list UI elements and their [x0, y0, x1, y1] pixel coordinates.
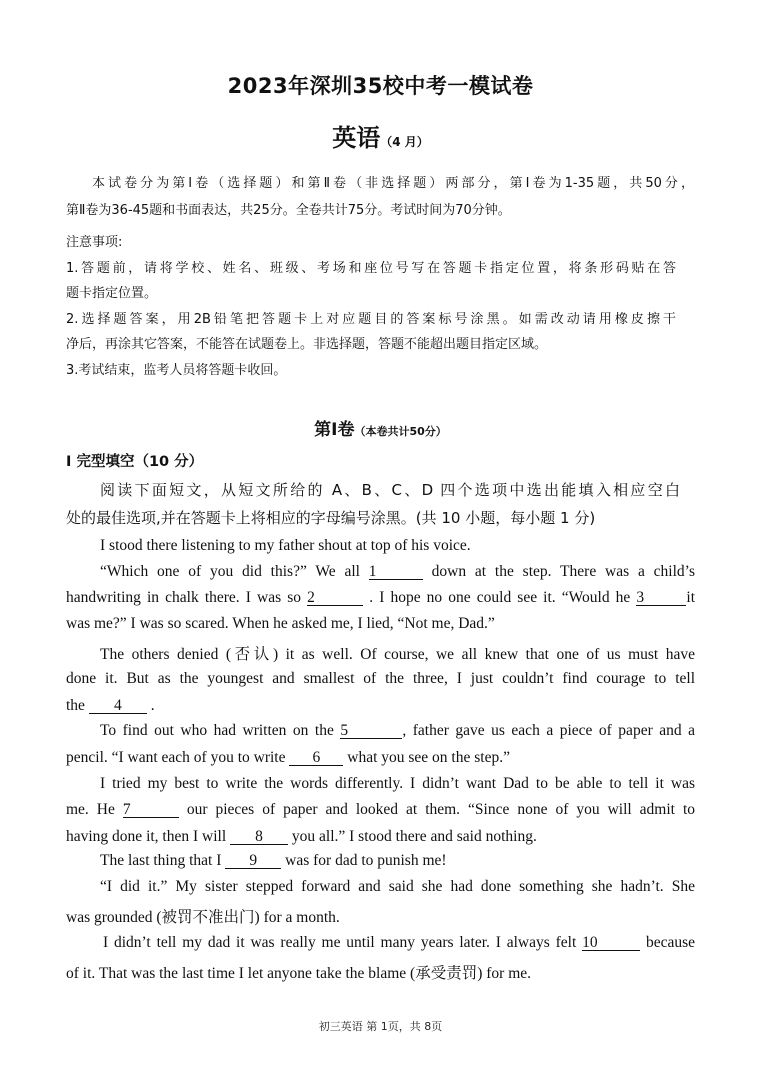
exam-title: 2023年深圳35校中考一模试卷	[227, 74, 534, 98]
blank-3: 3	[636, 590, 686, 606]
note-item-2a: 2.选择题答案，用2B铅笔把答题卡上对应题目的答案标号涂黑。如需改动请用橡皮擦干	[66, 312, 676, 327]
intro-line-2: 第Ⅱ卷为36-45题和书面表达，共25分。全卷共计75分。考试时间为70分钟。	[66, 203, 511, 218]
blank-6: 6	[289, 750, 343, 766]
text-seg: me. He	[66, 801, 115, 818]
text-seg: , father gave us each a piece of paper and a	[402, 722, 695, 739]
notes-heading: 注意事项:	[66, 235, 123, 250]
text-seg: . I hope no one could see it. “Would he	[369, 589, 631, 606]
text-seg: handwriting in chalk there. I was so	[66, 589, 302, 606]
note-item-1b: 题卡指定位置。	[66, 286, 158, 301]
text-seg: our pieces of paper and looked at them. “Since none of you will admit to	[186, 801, 696, 818]
passage-p2-line3: was me?” I was so scared. When he asked me, I lied, “Not me, Dad.”	[66, 615, 495, 632]
part-instruction-1: 阅读下面短文，从短文所给的 A、B、C、D 四个选项中选出能填入相应空白	[100, 481, 680, 499]
text-seg: down at the step. There was a child’s	[431, 563, 695, 580]
text-seg: pencil. “I want each of you to write	[66, 749, 286, 766]
passage-p3-line2: done it. But as the youngest and smallest of the three, I just couldn’t find courage to tell	[66, 670, 695, 687]
blank-8: 8	[230, 829, 288, 845]
note-item-3: 3.考试结束，监考人员将答题卡收回。	[66, 363, 287, 378]
passage-p4-line2	[66, 749, 510, 767]
section-score-note: （本卷共计50分）	[354, 425, 447, 438]
passage-p6	[100, 852, 447, 870]
passage-p7-line1: “I did it.” My sister stepped forward and said she had done something she hadn’t. She	[100, 878, 695, 895]
blank-7: 7	[123, 802, 179, 818]
text-seg: “Which one of you did this?” We all	[100, 563, 360, 580]
text-seg: you all.” I stood there and said nothing.	[291, 828, 537, 845]
text-seg: The last thing that I	[100, 852, 222, 869]
text-seg: I didn’t tell my dad it was really me until many years later. I always felt	[103, 934, 577, 951]
blank-9: 9	[225, 853, 281, 869]
part-instruction-2: 处的最佳选项,并在答题卡上将相应的字母编号涂黑。(共 10 小题，每小题 1 分)	[66, 509, 596, 527]
passage-p8-line1	[103, 934, 695, 952]
part-heading: I 完型填空（10 分）	[66, 454, 204, 470]
passage-p1: I stood there listening to my father shout at top of his voice.	[100, 537, 471, 554]
text-seg: was for dad to punish me!	[285, 852, 447, 869]
note-item-2b: 净后，再涂其它答案，不能答在试题卷上。非选择题，答题不能超出题目指定区域。	[66, 337, 548, 352]
text-seg: having done it, then I will	[66, 828, 227, 845]
text-seg: .	[150, 697, 155, 714]
text-seg: what you see on the step.”	[347, 749, 510, 766]
passage-p4-line1	[100, 722, 695, 740]
subject-name: 英语	[332, 124, 381, 152]
blank-10: 10	[582, 935, 640, 951]
passage-p2-line2	[66, 589, 695, 607]
blank-1: 1	[369, 564, 423, 580]
blank-2: 2	[307, 590, 363, 606]
passage-p5-line2	[66, 801, 695, 819]
text-seg: the	[66, 697, 85, 714]
passage-p7-line2: was grounded (被罚不准出门) for a month.	[66, 909, 340, 926]
text-seg: it	[686, 589, 696, 606]
subject-heading	[0, 118, 761, 153]
note-item-1a: 1.答题前，请将学校、姓名、班级、考场和座位号写在答题卡指定位置，将条形码贴在答	[66, 261, 676, 276]
blank-4: 4	[89, 698, 147, 714]
passage-p8-line2: of it. That was the last time I let anyone take the blame (承受责罚) for me.	[66, 965, 532, 982]
passage-p5-line3	[66, 828, 537, 846]
intro-line-1: 本试卷分为第Ⅰ卷（选择题）和第Ⅱ卷（非选择题）两部分，第Ⅰ卷为1-35题，共50分，	[92, 176, 694, 191]
section-title	[0, 415, 761, 440]
passage-p2-line1	[100, 563, 695, 581]
passage-p3-line3	[66, 697, 155, 715]
text-seg: To find out who had written on the	[100, 722, 334, 739]
exam-month: （4 月）	[380, 135, 429, 149]
blank-5: 5	[340, 723, 402, 739]
passage-p3-line1: The others denied (否认) it as well. Of course, we all knew that one of us must have	[100, 646, 695, 663]
page-footer: 初三英语 第 1页，共 8页	[318, 1020, 443, 1033]
passage-p5-line1: I tried my best to write the words differently. I didn’t want Dad to be able to tell it was	[100, 775, 695, 792]
text-seg: because	[645, 934, 696, 951]
section-name: 第Ⅰ卷	[314, 420, 355, 440]
